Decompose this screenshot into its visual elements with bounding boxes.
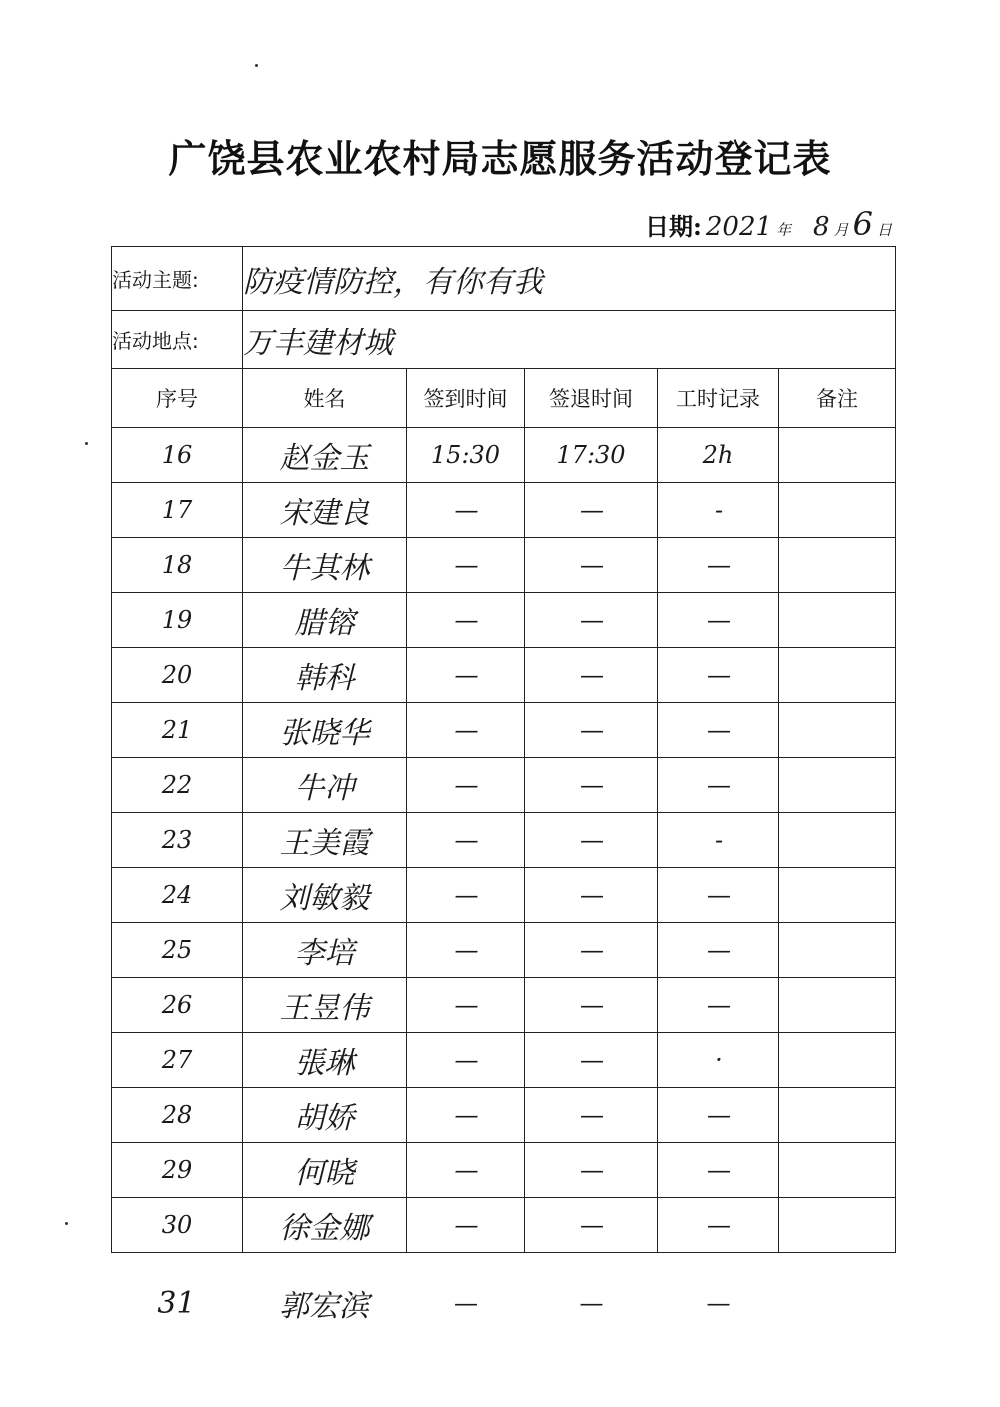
row-sign-in-text: — [454, 1156, 477, 1184]
column-header-sign-in: 签到时间 [407, 369, 525, 428]
row-name [243, 813, 407, 868]
row-name [243, 428, 407, 483]
row-name-text: 張琳 [294, 1046, 355, 1081]
row-seq [112, 593, 243, 648]
row-seq-text: 27 [161, 1046, 193, 1074]
row-sign-out-text: — [580, 716, 602, 744]
row-hours [658, 1033, 779, 1088]
row-sign-in [407, 538, 525, 593]
table-row [112, 978, 896, 1033]
row-seq-text: 16 [161, 441, 193, 469]
row-sign-out-text: — [580, 771, 602, 799]
row-sign-out-text: — [580, 1211, 602, 1239]
form-title: 广饶县农业农村局志愿服务活动登记表 [168, 136, 832, 181]
table-row [112, 538, 896, 593]
row-seq-text: 20 [161, 661, 193, 689]
row-seq [112, 813, 243, 868]
extra-sign-out: — [579, 1289, 602, 1317]
row-hours [658, 1198, 779, 1253]
row-seq-text: 30 [161, 1211, 193, 1239]
table-row [112, 483, 896, 538]
row-hours-text: — [707, 991, 729, 1019]
row-hours-text: — [707, 771, 729, 799]
row-name [243, 703, 407, 758]
row-sign-out [525, 648, 658, 703]
row-hours [658, 868, 779, 923]
date-month: 8 [813, 212, 830, 242]
row-hours-text: — [707, 881, 729, 909]
row-seq-text: 28 [161, 1101, 193, 1129]
row-sign-in-text: — [454, 771, 477, 799]
date-year-unit: 年 [776, 221, 792, 239]
row-sign-in-text: — [454, 826, 477, 854]
row-hours [658, 978, 779, 1033]
row-name-text: 王昱伟 [279, 991, 370, 1026]
row-sign-out-text: — [580, 826, 602, 854]
row-seq-text: 24 [161, 881, 193, 909]
row-note [779, 483, 896, 538]
extra-seq: 31 [157, 1285, 196, 1321]
row-name [243, 648, 407, 703]
row-note [779, 813, 896, 868]
row-name-text: 赵金玉 [279, 441, 370, 476]
date-day: 6 [852, 205, 873, 243]
row-sign-out-text: — [580, 496, 602, 524]
row-seq [112, 538, 243, 593]
row-hours [658, 483, 779, 538]
extra-name: 郭宏滨 [279, 1289, 369, 1324]
row-seq [112, 1143, 243, 1198]
row-sign-in [407, 1198, 525, 1253]
row-seq [112, 483, 243, 538]
row-name-text: 宋建良 [279, 496, 370, 531]
scan-speck [65, 1222, 68, 1225]
row-name [243, 1143, 407, 1198]
table-row [112, 703, 896, 758]
row-sign-out [525, 923, 658, 978]
topic-label: 活动主题: [112, 247, 243, 311]
row-sign-out [525, 1143, 658, 1198]
row-hours [658, 428, 779, 483]
row-sign-in [407, 483, 525, 538]
row-sign-in-text: — [454, 1101, 477, 1129]
row-sign-out-text: 17:30 [556, 441, 626, 469]
row-sign-in-text: — [454, 551, 477, 579]
row-name [243, 1033, 407, 1088]
row-sign-in [407, 758, 525, 813]
row-sign-in [407, 593, 525, 648]
row-name [243, 868, 407, 923]
row-note [779, 923, 896, 978]
row-hours-text: - [714, 826, 722, 854]
row-seq-text: 26 [161, 991, 193, 1019]
row-name [243, 538, 407, 593]
extra-row-31 [111, 1268, 895, 1338]
row-note [779, 1198, 896, 1253]
row-hours-text: - [714, 496, 722, 524]
column-header-note: 备注 [779, 369, 896, 428]
row-name [243, 483, 407, 538]
row-name-text: 腊镕 [294, 606, 355, 641]
row-sign-in-text: — [454, 661, 477, 689]
row-seq-text: 29 [161, 1156, 193, 1184]
row-sign-in-text: — [454, 1046, 477, 1074]
row-sign-in-text: 15:30 [430, 441, 501, 469]
row-sign-out-text: — [580, 606, 602, 634]
scan-speck [255, 64, 258, 67]
row-seq [112, 868, 243, 923]
row-hours-text: — [707, 936, 729, 964]
row-sign-in [407, 868, 525, 923]
row-name-text: 刘敏毅 [279, 881, 370, 916]
column-header-seq: 序号 [112, 369, 243, 428]
row-note [779, 868, 896, 923]
row-seq [112, 1033, 243, 1088]
row-sign-in-text: — [454, 991, 477, 1019]
row-seq [112, 703, 243, 758]
row-sign-in-text: — [454, 881, 477, 909]
row-sign-out [525, 428, 658, 483]
row-sign-out [525, 593, 658, 648]
row-sign-out [525, 1198, 658, 1253]
row-hours-text: — [707, 1211, 729, 1239]
row-sign-out-text: — [580, 1101, 602, 1129]
row-sign-in-text: — [454, 1211, 477, 1239]
row-seq [112, 978, 243, 1033]
registration-table [111, 246, 896, 1253]
column-header-hours: 工时记录 [658, 369, 779, 428]
row-name-text: 王美霞 [279, 826, 370, 861]
row-hours-text: — [707, 1156, 729, 1184]
table-row [112, 868, 896, 923]
row-sign-out [525, 1088, 658, 1143]
row-name-text: 韩科 [294, 661, 355, 696]
table-row [112, 923, 896, 978]
row-seq-text: 22 [161, 771, 193, 799]
row-note [779, 593, 896, 648]
row-hours [658, 923, 779, 978]
row-name [243, 978, 407, 1033]
row-sign-in [407, 1143, 525, 1198]
date-year: 2021 [705, 212, 773, 242]
row-sign-in [407, 813, 525, 868]
date-row [645, 205, 892, 243]
row-hours [658, 703, 779, 758]
table-row [112, 593, 896, 648]
row-sign-out-text: — [580, 936, 602, 964]
row-name-text: 胡娇 [294, 1101, 355, 1136]
date-day-unit: 日 [876, 221, 892, 239]
row-sign-out [525, 1033, 658, 1088]
row-seq [112, 1088, 243, 1143]
row-sign-in [407, 703, 525, 758]
row-sign-out [525, 813, 658, 868]
row-seq-text: 21 [161, 716, 193, 744]
row-sign-out-text: — [580, 1156, 602, 1184]
row-name-text: 牛冲 [294, 771, 355, 806]
row-seq-text: 17 [161, 496, 193, 524]
date-month-unit: 月 [833, 221, 849, 239]
row-hours [658, 1143, 779, 1198]
row-name-text: 牛其林 [279, 551, 370, 586]
row-name-text: 张晓华 [279, 716, 370, 751]
row-hours [658, 758, 779, 813]
row-seq [112, 923, 243, 978]
row-seq-text: 25 [161, 936, 193, 964]
row-sign-out-text: — [580, 881, 602, 909]
row-name-text: 李培 [294, 936, 355, 971]
row-hours-text: — [707, 716, 729, 744]
row-sign-out [525, 703, 658, 758]
row-hours-text: — [707, 661, 729, 689]
row-name [243, 1088, 407, 1143]
extra-hours: — [706, 1289, 729, 1317]
row-hours-text: — [707, 606, 729, 634]
row-sign-in [407, 1088, 525, 1143]
row-name [243, 758, 407, 813]
table-row [112, 648, 896, 703]
extra-sign-in: — [454, 1289, 476, 1317]
scan-speck [85, 442, 88, 445]
row-hours [658, 538, 779, 593]
row-sign-out [525, 978, 658, 1033]
row-seq [112, 428, 243, 483]
row-name [243, 593, 407, 648]
header-row [112, 369, 896, 428]
table-row [112, 758, 896, 813]
row-hours [658, 648, 779, 703]
row-seq-text: 19 [161, 606, 193, 634]
row-seq-text: 23 [161, 826, 193, 854]
row-sign-in [407, 428, 525, 483]
table-row [112, 813, 896, 868]
column-header-name: 姓名 [243, 369, 407, 428]
row-note [779, 1033, 896, 1088]
row-note [779, 758, 896, 813]
table-row [112, 1033, 896, 1088]
row-name-text: 何晓 [294, 1156, 355, 1191]
row-sign-in [407, 923, 525, 978]
row-sign-in-text: — [454, 606, 477, 634]
row-sign-out [525, 758, 658, 813]
row-note [779, 703, 896, 758]
row-hours-text: · [715, 1046, 721, 1074]
row-seq [112, 1198, 243, 1253]
topic-value: 防疫情防控，有你有我 [243, 247, 896, 311]
row-seq [112, 648, 243, 703]
row-seq [112, 758, 243, 813]
table-row [112, 428, 896, 483]
row-sign-out-text: — [580, 661, 602, 689]
column-header-sign-out: 签退时间 [525, 369, 658, 428]
row-hours-text: 2h [702, 441, 734, 469]
row-hours-text: — [707, 551, 729, 579]
row-hours [658, 813, 779, 868]
row-hours [658, 1088, 779, 1143]
date-label: 日期: [645, 212, 702, 241]
row-note [779, 538, 896, 593]
table-row [112, 1143, 896, 1198]
row-sign-out [525, 483, 658, 538]
row-sign-out-text: — [580, 991, 602, 1019]
row-sign-in [407, 978, 525, 1033]
row-sign-out-text: — [580, 551, 602, 579]
row-sign-out [525, 538, 658, 593]
row-sign-out-text: — [580, 1046, 602, 1074]
row-sign-in [407, 648, 525, 703]
location-label: 活动地点: [112, 311, 243, 369]
row-seq-text: 18 [161, 551, 193, 579]
row-note [779, 1088, 896, 1143]
location-row [112, 311, 896, 369]
row-name [243, 923, 407, 978]
row-note [779, 978, 896, 1033]
row-sign-in-text: — [454, 496, 477, 524]
topic-row [112, 247, 896, 311]
row-sign-out [525, 868, 658, 923]
table-row [112, 1198, 896, 1253]
row-note [779, 428, 896, 483]
row-hours [658, 593, 779, 648]
row-sign-in [407, 1033, 525, 1088]
row-hours-text: — [707, 1101, 729, 1129]
row-sign-in-text: — [454, 716, 477, 744]
row-note [779, 648, 896, 703]
row-sign-in-text: — [454, 936, 477, 964]
row-note [779, 1143, 896, 1198]
location-value: 万丰建材城 [243, 311, 896, 369]
table-row [112, 1088, 896, 1143]
row-name [243, 1198, 407, 1253]
row-name-text: 徐金娜 [279, 1211, 370, 1246]
